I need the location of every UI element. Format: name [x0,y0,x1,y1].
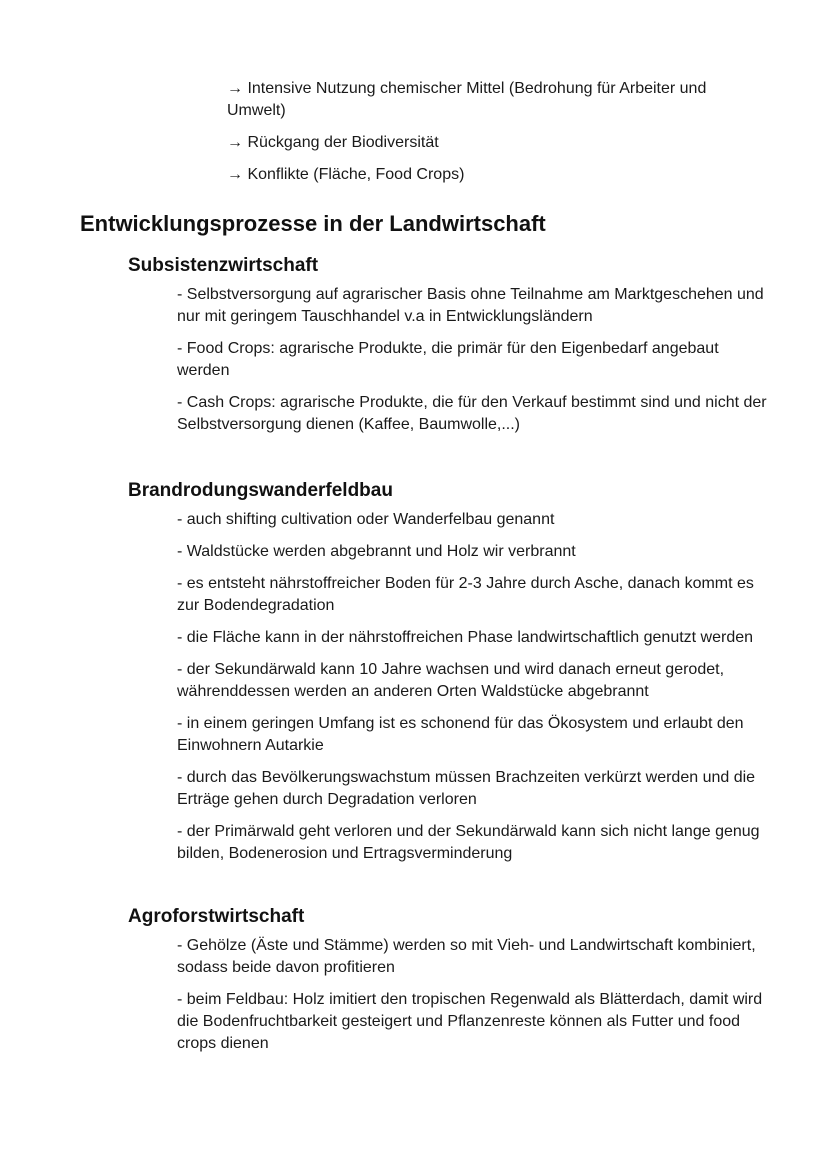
list-item: → Intensive Nutzung chemischer Mittel (Bedrohung für Arbeiter und Umwelt) [227,80,707,119]
list-item: - durch das Bevölkerungswachstum müssen Brachzeiten verkürzt werden und die Erträge gehen durch Degradation verloren [177,769,756,808]
section-items [177,509,768,865]
section-subsistenzwirtschaft [128,253,768,446]
list-item: → Rückgang der Biodiversität [227,134,439,151]
section-title: Subsistenzwirtschaft [128,255,319,276]
list-item: - die Fläche kann in der nährstoffreichen Phase landwirtschaftlich genutzt werden [177,629,754,646]
list-item: - der Primärwald geht verloren und der Sekundärwald kann sich nicht lange genug bilden, Bodenerosion und Ertragsverminderung [177,823,760,862]
section-agroforstwirtschaft [128,904,768,1065]
page-heading: Entwicklungsprozesse in der Landwirtschaft [80,211,546,236]
list-item: - Food Crops: agrarische Produkte, die primär für den Eigenbedarf angebaut werden [177,340,719,379]
list-item: - beim Feldbau: Holz imitiert den tropischen Regenwald als Blätterdach, damit wird die Bodenfruchtbarkeit gesteigert und Pflanzenreste können als Futter und food crops dienen [177,991,763,1052]
list-item: → Konflikte (Fläche, Food Crops) [227,166,465,183]
list-item: - der Sekundärwald kann 10 Jahre wachsen und wird danach erneut gerodet, währenddessen werden an anderen Orten Waldstücke abgebrannt [177,661,725,700]
section-brandrodungswanderfeldbau [128,478,768,875]
list-item: - es entsteht nährstoffreicher Boden für 2-3 Jahre durch Asche, danach kommt es zur Bodendegradation [177,575,754,614]
section-items [177,284,768,436]
list-item: - Cash Crops: agrarische Produkte, die für den Verkauf bestimmt sind und nicht der Selbstversorgung dienen (Kaffee, Baumwolle,...) [177,394,767,433]
section-title: Agroforstwirtschaft [128,906,305,927]
list-item: - Gehölze (Äste und Stämme) werden so mit Vieh- und Landwirtschaft kombiniert, sodass beide davon profitieren [177,937,756,976]
list-item: - Waldstücke werden abgebrannt und Holz wir verbrannt [177,543,576,560]
list-item: - in einem geringen Umfang ist es schonend für das Ökosystem und erlaubt den Einwohnern Autarkie [177,715,744,754]
section-items [177,935,768,1055]
list-item: - Selbstversorgung auf agrarischer Basis ohne Teilnahme am Marktgeschehen und nur mit geringem Tauschhandel v.a in Entwicklungsländern [177,286,764,325]
intro-list [227,78,767,196]
list-item: - auch shifting cultivation oder Wanderfelbau genannt [177,511,555,528]
section-title: Brandrodungswanderfeldbau [128,480,393,501]
